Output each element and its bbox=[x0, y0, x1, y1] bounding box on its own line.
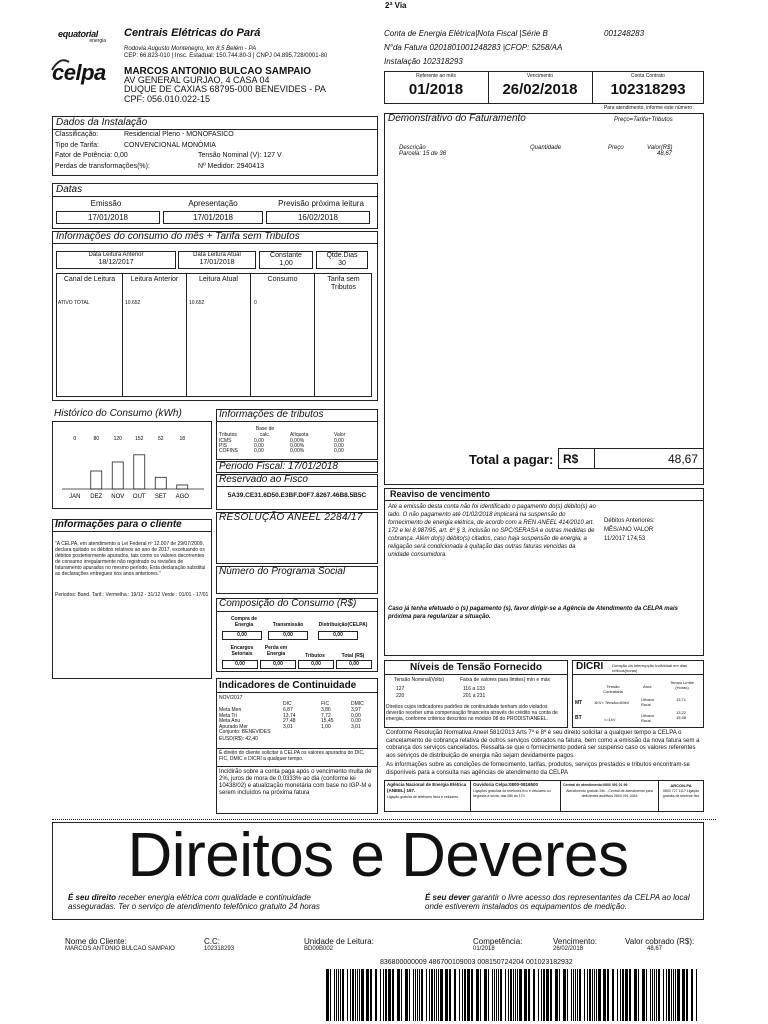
fisco-title: Reservado ao Fisco bbox=[219, 474, 308, 485]
barcode-number: 836800000009 486700109003 008150724204 001023182932 bbox=[380, 959, 573, 966]
instalacao-title: Dados da Instalação bbox=[56, 117, 148, 128]
continuidade-note: É direito do cliente solicitar à CELPA os valores apurados do DIC, FIC, DMIC e DICRI a qualquer tempo. bbox=[219, 750, 365, 762]
classificacao-label: Classificação: bbox=[55, 131, 99, 138]
previsao-value: 16/02/2018 bbox=[266, 211, 370, 224]
continuidade-cell: 3,97 bbox=[351, 707, 361, 713]
continuidade-title: Indicadores de Continuidade bbox=[219, 680, 357, 691]
stub-valor-value: 48,67 bbox=[647, 946, 663, 952]
arcon-title: ARCON-PA bbox=[670, 783, 692, 788]
continuidade-cell: 6,87 bbox=[283, 707, 293, 713]
tributos-cell: 0,00 bbox=[334, 438, 344, 444]
col-quantidade: Quantidade bbox=[530, 145, 562, 151]
tensao-col1: Tensão Nominal(Volts) bbox=[394, 677, 445, 683]
tributos-cell: 0,00% bbox=[290, 448, 305, 454]
debitos-row: 11/2017 174,53 bbox=[604, 536, 646, 542]
dicri-mt-label: MT bbox=[575, 700, 583, 706]
dicri-mt-tensao: 1KV< Tensão<69kV bbox=[594, 700, 630, 705]
programa-social-title: Número do Programa Social bbox=[219, 566, 346, 577]
historico-value-label: 80 bbox=[93, 436, 100, 442]
dmic-header: DMIC bbox=[351, 701, 364, 707]
dicri-bt-tempo2: 15,98 bbox=[676, 715, 687, 720]
datas-title: Datas bbox=[56, 184, 83, 195]
tributos-col3: Alíquota bbox=[290, 432, 309, 438]
historico-bar bbox=[134, 455, 145, 489]
tarifa-value: CONVENCIONAL MONÔMIA bbox=[124, 142, 216, 149]
fisco-code: 5A39.CE31.6D50.E3BF.D0F7.8267.46B8.5B5C bbox=[227, 492, 367, 499]
continuidade-cell: 7,72 bbox=[321, 712, 331, 719]
info-cliente-periodos: Periodos: Band. Tarif.: Vermelha : 19/12 - 31/12 Verde : 01/01 - 17/01 bbox=[55, 592, 209, 598]
central-sub: Atendimento gratuito 24h - Central de atendimento para deficientes auditivos 0800 091 6346 bbox=[566, 789, 653, 798]
transmissao-label: Transmissão bbox=[272, 622, 304, 628]
continuidade-cell: 15,45 bbox=[321, 718, 334, 724]
tributos-cell: 0,00 bbox=[334, 443, 344, 449]
historico-chart bbox=[52, 421, 212, 509]
tributos-cell: PIS bbox=[219, 443, 228, 449]
perdas-transformacao: Perdas de transformações(%): bbox=[55, 163, 150, 170]
dic-header: DIC bbox=[283, 701, 292, 707]
compra-label: Compra de Energia bbox=[230, 616, 258, 628]
row-canal: ATIVO TOTAL bbox=[58, 300, 90, 306]
stub-competencia-label: Competência: bbox=[473, 937, 523, 946]
historico-title: Histórico do Consumo (kWh) bbox=[54, 408, 182, 419]
numero-medidor: Nº Medidor: 2940413 bbox=[198, 163, 264, 170]
juros-note: Incidirão sobre a conta paga após o vencimento multa de 2%, juros de mora de 0,0333% ao dia (conforme lei 10438/02) e atualização monetária com base no IGP-M e serem incluídos na próxima fatura bbox=[219, 769, 372, 796]
central-title: Central de atendimento:0800 091 01 96 bbox=[563, 783, 628, 787]
continuidade-cell: Apurado Mer bbox=[219, 723, 248, 730]
historico-bar bbox=[155, 477, 166, 489]
ref-label: Referente ao mês bbox=[416, 73, 456, 79]
tensao-row2-nominal: 220 bbox=[396, 693, 405, 699]
stub-nome-label: Nome do Cliente: bbox=[65, 937, 127, 946]
doc-type: Conta de Energia Elétrica|Nota Fiscal |Série B bbox=[384, 29, 548, 38]
continuidade-cell: 1,00 bbox=[321, 723, 331, 730]
client-name: MARCOS ANTONIO BULCAO SAMPAIO bbox=[124, 66, 312, 77]
stub-venc-value: 26/02/2018 bbox=[553, 946, 584, 952]
fatura-number: N°da Fatura 0201801001248283 |CFOP: 5258/AA bbox=[384, 43, 563, 52]
emissao-label: Emissão bbox=[90, 199, 122, 208]
dever-text bbox=[425, 893, 695, 911]
historico-bar bbox=[177, 485, 188, 489]
via-label: 2ª Via bbox=[385, 1, 407, 10]
reaviso-title: Reaviso de vencimento bbox=[390, 489, 491, 499]
resolucao-text-2: As informações sobre as condições de fornecimento, tarifas, produtos, serviços prestados e tributos encontram-se disponíveis para a consulta nas agências de atendimento da CELPA bbox=[386, 762, 690, 776]
row-leitura-anterior: 10.652 bbox=[125, 300, 141, 306]
total-label: Total a pagar: bbox=[469, 452, 554, 467]
col-tarifa: Tarifa sem Tributos bbox=[327, 276, 360, 291]
dever-label: É seu dever bbox=[425, 893, 470, 902]
fic-header: FIC bbox=[321, 701, 330, 707]
row-consumo: 0 bbox=[254, 300, 257, 306]
continuidade-cell: 0,00 bbox=[351, 718, 361, 724]
venc-label: Vencimento bbox=[526, 73, 554, 79]
fator-potencia: Fator de Potência: 0,00 bbox=[55, 152, 128, 159]
demonstrativo-title: Demonstrativo do Faturamento bbox=[388, 113, 526, 124]
tributos-title: Informações de tributos bbox=[219, 409, 324, 420]
aneel-title: Agência Nacional de Energia Elétrica (ANEEL) 167. bbox=[387, 782, 467, 793]
dever-body: garantir o livre acesso dos representantes da CELPA ao local onde estiverem instalados os equipamentos de medição. bbox=[425, 893, 690, 911]
tributos-comp-label: Tributos bbox=[305, 653, 325, 659]
direito-label: É seu direito bbox=[68, 893, 117, 902]
dicri-mt-area: Urbano Rural bbox=[641, 697, 655, 707]
total-value: 48,67 bbox=[667, 452, 698, 466]
historico-bar bbox=[91, 471, 102, 489]
tensao-row1-nominal: 127 bbox=[396, 686, 405, 692]
demonstrativo-subtitle: Preço=Tarifa+Tributos bbox=[614, 117, 673, 123]
tributos-cell: 0,00% bbox=[290, 438, 305, 444]
apresentacao-value: 17/01/2018 bbox=[163, 211, 263, 224]
conta-value: 102318293 bbox=[610, 81, 686, 98]
continuidade-eusd: EUSD(R$): 42,40 bbox=[219, 736, 258, 742]
distribuicao-label: Distribuição(CELPA) bbox=[318, 622, 368, 628]
direito-body: receber energia elétrica com qualidade e continuidade asseguradas. Ter o serviço de atendimento telefônico gratuito 24 horas bbox=[68, 893, 320, 911]
info-cliente-text: "A CELPA, em atendimento a Lei Federal nº 12.007 de 29/07/2009, declara quitado os débitos relativos ao ano de 2017, excetuando os débitos posteriormente apurados, tais como os valores decorrentes de consumo irregularmente não registrado ou revisões de faturamento apurados no mesmo período. Esta declaração substitui as declarações entregues nos anos anteriores." bbox=[55, 541, 206, 577]
historico-month-label: JAN bbox=[69, 494, 81, 500]
tributos-cell: 0,00 bbox=[334, 448, 344, 454]
qtde-dias-cell: Qtde.Dias 30 bbox=[316, 251, 368, 269]
periodo-fiscal: Periodo Fiscal: 17/01/2018 bbox=[219, 461, 338, 472]
barcode-bar bbox=[697, 969, 699, 1021]
stub-cc-label: C.C: bbox=[204, 937, 220, 946]
continuidade-cell: 13,74 bbox=[283, 712, 296, 719]
venc-value: 26/02/2018 bbox=[502, 81, 578, 98]
emissao-value: 17/01/2018 bbox=[56, 211, 160, 224]
company-name: Centrais Elétricas do Pará bbox=[124, 27, 261, 39]
col-valor: Valor(R$) bbox=[647, 145, 673, 151]
leitura-anterior-cell: Data Leitura Anterior 18/12/2017 bbox=[56, 251, 176, 269]
tributos-col1: Tributos bbox=[219, 432, 237, 438]
debitos-title: Débitos Anteriores: bbox=[604, 518, 655, 524]
col-leitura-atual: Leitura Atual bbox=[199, 276, 238, 283]
resolucao-text: Conforme Resolução Normativa Aneel 581/2013 Arts 7º e 8º é seu direito solicitar a qualquer tempo a CELPA o cancelamento de cobrança relativa de outros serviços cobrados na fatura, bem como a emissão da nova fatura sem a cobrança dos serviços cancelados. Ressalta-se que o fornecimento poderá ser suspenso caso os valores referentes aos serviços de distribuição de energia não sejam devidamente pagos. bbox=[386, 730, 700, 759]
dicri-subtitle: Duração da Interrupção Individual em dias críticos(horas) bbox=[612, 663, 688, 673]
arcon-sub: 0800 727 1117 Ligação gratuita de telefone fixo bbox=[662, 789, 700, 798]
tensao-row1-faixa: 116 a 133 bbox=[463, 686, 485, 692]
debitos-cols: MÊS/ANO VALOR bbox=[604, 527, 654, 533]
continuidade-cell: Meta Tri bbox=[219, 712, 238, 719]
historico-month-label: DEZ bbox=[90, 494, 103, 500]
tributos-col4: Valor bbox=[334, 432, 346, 438]
apresentacao-label: Apresentação bbox=[188, 199, 238, 208]
historico-value-label: 120 bbox=[113, 436, 122, 442]
atendimento-note: Para atendimento, informe este número bbox=[603, 105, 693, 111]
total-comp-label: Total (R$) bbox=[341, 653, 365, 659]
historico-value-label: 0 bbox=[73, 436, 77, 442]
dicri-mt-tempo: 13,71 bbox=[676, 697, 687, 702]
ouvidoria-sub: Ligações gratuitas de telefones fixo e celulares ou segunda a sexta, das 08h às 17h bbox=[473, 789, 551, 798]
tributos-col2: Base de calc. bbox=[255, 426, 275, 438]
continuidade-cell: 3,01 bbox=[351, 723, 361, 730]
tarifa-label: Tipo de Tarifa: bbox=[55, 142, 99, 149]
tributos-comp-value: 0,00 bbox=[298, 660, 334, 669]
continuidade-cell: 27,48 bbox=[283, 718, 296, 724]
row-leitura-atual: 10.652 bbox=[189, 300, 205, 306]
tributos-cell: 0,00 bbox=[254, 448, 264, 454]
direitos-banner: Direitos e Deveres bbox=[127, 821, 629, 890]
company-address: Rodovia Augusto Montenegro, km 8,5 Belém - PA bbox=[124, 46, 257, 52]
consumo-title: Informações do consumo do mês + Tarifa sem Tributos bbox=[56, 231, 300, 242]
perda-label: Perda em Energia bbox=[264, 645, 288, 657]
dicri-bt-tempo1: 13,22 bbox=[676, 710, 687, 715]
company-cnpj: CEP: 66.823-010 | Insc. Estadual: 150.744.80-3 | CNPJ 04.895.728/0001-80 bbox=[124, 53, 328, 59]
tensao-col2: Faixa de valores para limites( mín e máx bbox=[460, 677, 551, 683]
dicri-col-tempo: Tempo Limite (Horas) bbox=[670, 680, 694, 690]
historico-month-label: OUT bbox=[132, 494, 146, 500]
stub-venc-label: Vencimento: bbox=[553, 937, 598, 946]
col-canal: Canal de Leitura bbox=[63, 276, 116, 283]
col-descricao: Descrição bbox=[399, 145, 426, 151]
doc-number: 001248283 bbox=[604, 29, 645, 38]
celpa-logo: celpa bbox=[52, 62, 106, 84]
demonstrativo-box bbox=[384, 113, 704, 485]
leitura-atual-cell: Data Leitura Atual 17/01/2018 bbox=[178, 251, 256, 269]
aneel-sub: Ligação gratuita de telefones fixos e celulares bbox=[387, 795, 459, 799]
pagamento-note: Caso já tenha efetuado o (s) pagamento (s), favor dirigir-se a Agência de Atendimento da CELPA mais próxima para regularizar a situação. bbox=[388, 606, 678, 620]
dicri-bt-label: BT bbox=[575, 715, 582, 721]
col-consumo: Consumo bbox=[267, 276, 298, 283]
tensao-nominal: Tensão Nominal (V): 127 V bbox=[198, 152, 282, 159]
continuidade-conjunto: Conjunto: BENEVIDES bbox=[219, 729, 271, 735]
barcode bbox=[326, 969, 704, 1021]
historico-value-label: 18 bbox=[179, 436, 186, 442]
continuidade-cell: 3,86 bbox=[321, 707, 331, 713]
tensao-row2-faixa: 201 a 231 bbox=[463, 693, 486, 699]
continuidade-cell: 3,01 bbox=[283, 723, 293, 730]
transmissao-value: 0,00 bbox=[268, 631, 308, 640]
stub-unidade-label: Unidade de Leitura: bbox=[304, 937, 374, 946]
client-address-1: AV GENERAL GURJAO, 4 CASA 04 bbox=[124, 75, 270, 85]
historico-month-label: AGO bbox=[175, 494, 189, 500]
historico-value-label: 52 bbox=[157, 436, 164, 442]
distribuicao-value: 0,00 bbox=[318, 631, 358, 640]
ouvidoria-title: Ouvidoria Celpa:0800-0916500 bbox=[473, 782, 539, 787]
stub-unidade-value: BD09B002 bbox=[304, 946, 334, 952]
client-address-2: DUQUE DE CAXIAS 68795-000 BENEVIDES - PA bbox=[124, 84, 326, 94]
resolucao-label: RESOLUÇÃO ANEEL 2284/17 bbox=[219, 512, 363, 523]
historico-bar bbox=[112, 462, 123, 489]
tributos-cell: 0,00 bbox=[254, 443, 264, 449]
row-descricao: Parcela: 15 de 36 bbox=[399, 151, 447, 157]
instalacao-number: Instalação 102318293 bbox=[384, 57, 463, 66]
tributos-cell: COFINS bbox=[219, 448, 238, 454]
dicri-bt-area: Urbano Rural bbox=[641, 713, 655, 723]
historico-month-label: SET bbox=[154, 494, 167, 500]
continuidade-cell: Meta Men bbox=[219, 707, 242, 713]
dicri-title: DICRI bbox=[576, 661, 604, 672]
encargos-label: Encargos Setoriais bbox=[230, 645, 254, 657]
previsao-label: Previsão próxima leitura bbox=[278, 199, 364, 208]
classificacao-value: Residencial Pleno - MONOFASICO bbox=[124, 131, 234, 138]
col-preco: Preço bbox=[608, 145, 624, 151]
conta-label: Conta Contrato bbox=[631, 73, 665, 79]
stub-cc-value: 102318293 bbox=[204, 946, 235, 952]
celpa-swoosh-icon bbox=[50, 56, 70, 76]
equatorial-logo: equatorial energia bbox=[58, 29, 106, 44]
dicri-col-area: Área bbox=[643, 684, 652, 689]
historico-month-label: NOV bbox=[111, 494, 125, 500]
encargos-value: 0,00 bbox=[222, 660, 258, 669]
stub-valor-label: Valor cobrado (R$): bbox=[625, 937, 695, 946]
tensao-note: Direitos cujos indicadores padrões de continuidade tenham sido violados deverão receber uma compensação financeira através de crédito na conta de energia, conforme critérios descritos no módulo 08 do PRODIST/ANEEL. bbox=[386, 704, 558, 722]
continuidade-cell: Meta Anu bbox=[219, 718, 241, 724]
constante-cell: Constante 1,00 bbox=[259, 251, 313, 269]
tributos-cell: 0,00% bbox=[290, 443, 305, 449]
composicao-title: Composição do Consumo (R$) bbox=[219, 598, 357, 609]
stub-nome-value: MARCOS ANTONIO BULCAO SAMPAIO bbox=[65, 946, 175, 952]
col-leitura-anterior: Leitura Anterior bbox=[130, 276, 179, 283]
tributos-cell: 0,00 bbox=[254, 438, 264, 444]
tensao-title: Níveis de Tensão Fornecido bbox=[409, 662, 543, 673]
ref-value: 01/2018 bbox=[408, 81, 464, 98]
continuidade-period: NOV/2017 bbox=[219, 695, 243, 701]
dicri-bt-tensao: <=1kV bbox=[604, 717, 616, 722]
info-cliente-title: Informações para o cliente bbox=[55, 519, 182, 530]
compra-value: 0,00 bbox=[222, 631, 262, 640]
perda-value: 0,00 bbox=[260, 660, 296, 669]
direito-text bbox=[68, 893, 358, 911]
historico-value-label: 152 bbox=[135, 436, 144, 442]
dicri-col-tensao: Tensão Contratada bbox=[603, 684, 623, 694]
tributos-cell: ICMS bbox=[219, 438, 232, 444]
reaviso-text: Até a emissão desta conta não foi identificado o pagamento do(s) débito(s) ao lado. O não pagamento até 01/02/2018 implicará na suspensão do fornecimento de energia elétrica, de acordo com a REN ANEEL 414/2010 art. 172 e lei 8.987/95, art. 6º § 3, inclusão no SPC/SERASA e outras medidas de cobrança. Além do(s) débito(s) citados, caso haja suspensão de energia, a religação será condicionada à quitação das outras faturas vencidas da unidade consumidora. bbox=[388, 504, 596, 558]
total-comp-value: 0,00 bbox=[336, 660, 372, 669]
client-cpf: CPF: 056.010.022-15 bbox=[124, 94, 211, 104]
stub-competencia-value: 01/2018 bbox=[473, 946, 495, 952]
continuidade-cell: 0,00 bbox=[351, 712, 361, 719]
total-currency: R$ bbox=[563, 452, 579, 466]
row-valor: 48,67 bbox=[657, 151, 673, 157]
